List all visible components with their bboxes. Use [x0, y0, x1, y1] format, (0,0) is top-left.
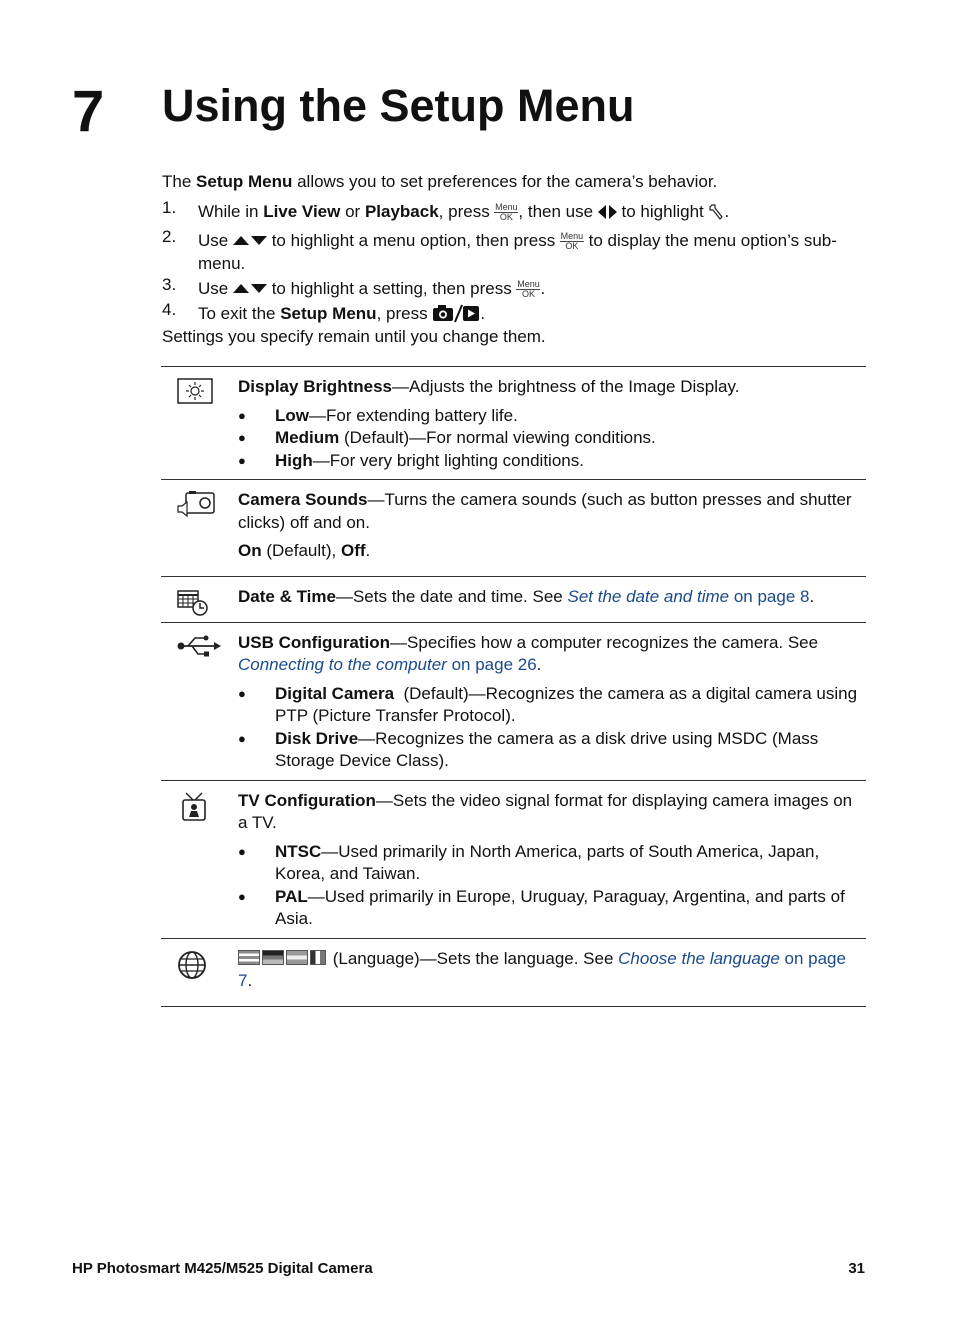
chapter-number: 7	[72, 79, 105, 144]
tv-options	[238, 841, 862, 931]
camera-sounds-icon	[176, 503, 216, 522]
footer-product-name: HP Photosmart M425/M525 Digital Camera	[72, 1260, 373, 1277]
sounds-options: On (Default), Off.	[238, 541, 371, 560]
chapter-title: Using the Setup Menu	[162, 80, 635, 131]
usb-options	[238, 683, 862, 773]
up-down-arrows-icon	[233, 231, 267, 250]
table-row-display-brightness	[161, 367, 866, 480]
table-row-usb-configuration	[161, 622, 866, 780]
language-description: (Language)—Sets the language. See Choose the language on page 7.	[238, 948, 846, 990]
table-row-tv-configuration	[161, 780, 866, 938]
list-item: ● Low—For extending battery life.	[238, 405, 862, 428]
list-item: ● Digital Camera (Default)—Recognizes the camera as a digital camera using PTP (Picture Transfer Protocol).	[238, 683, 862, 728]
list-item: ● High—For very bright lighting conditions.	[238, 450, 862, 473]
footer-page-number: 31	[848, 1260, 865, 1277]
usb-description: USB Configuration—Specifies how a computer recognizes the camera. See Connecting to the computer on page 26.	[238, 632, 819, 674]
settings-note: Settings you specify remain until you change them.	[162, 327, 546, 346]
intro-paragraph: The Setup Menu allows you to set preferences for the camera’s behavior.	[162, 172, 718, 191]
list-item: ● Medium (Default)—For normal viewing conditions.	[238, 427, 862, 450]
list-item: ● NTSC—Used primarily in North America, parts of South America, Japan, Korea, and Taiwan.	[238, 841, 862, 886]
language-flags-icon	[238, 949, 328, 968]
connecting-computer-link[interactable]: Connecting to the computer on page 26	[238, 655, 537, 674]
setup-menu-table	[161, 366, 866, 1007]
table-row-language	[161, 938, 866, 1006]
tv-description: TV Configuration—Sets the video signal format for displaying camera images on a TV.	[238, 790, 853, 832]
left-right-arrows-icon	[598, 202, 617, 221]
list-item: ● Disk Drive—Recognizes the camera as a disk drive using MSDC (Mass Storage Device Class).	[238, 728, 862, 773]
table-row-date-time	[161, 576, 866, 622]
step-1: 1. While in Live View or Playback, press Menu OK , then use to highlight .	[162, 200, 872, 227]
menu-ok-button-icon: Menu OK	[495, 202, 518, 222]
menu-ok-button-icon: Menu OK	[560, 231, 584, 251]
table-row-camera-sounds	[161, 480, 866, 577]
tv-icon	[176, 808, 212, 827]
up-down-arrows-icon	[233, 279, 267, 298]
setup-wrench-icon	[709, 203, 725, 227]
menu-ok-button-icon: Menu OK	[517, 279, 540, 299]
sounds-description: Camera Sounds—Turns the camera sounds (such as button presses and shutter clicks) off and on.	[238, 490, 852, 532]
set-date-time-link[interactable]: Set the date and time on page 8	[567, 586, 810, 606]
choose-language-link[interactable]: Choose the language on page 7	[238, 948, 846, 990]
list-item: ● PAL—Used primarily in Europe, Uruguay, Paraguay, Argentina, and parts of Asia.	[238, 886, 862, 931]
datetime-description: Date & Time—Sets the date and time. See Set the date and time on page 8.	[238, 586, 815, 606]
language-globe-icon	[176, 966, 208, 985]
brightness-options	[238, 405, 862, 473]
usb-icon	[176, 644, 222, 663]
steps-list	[162, 200, 872, 331]
step-4: 4. To exit the Setup Menu, press .	[162, 302, 872, 329]
brightness-description: Display Brightness—Adjusts the brightness of the Image Display.	[238, 377, 740, 396]
step-3: 3. Use to highlight a setting, then press Menu OK .	[162, 275, 546, 299]
date-time-icon	[176, 602, 212, 621]
step-2: 2. Use to highlight a menu option, then press Menu OK to display the menu option’s sub-menu.	[162, 227, 837, 273]
display-brightness-icon	[176, 390, 214, 409]
